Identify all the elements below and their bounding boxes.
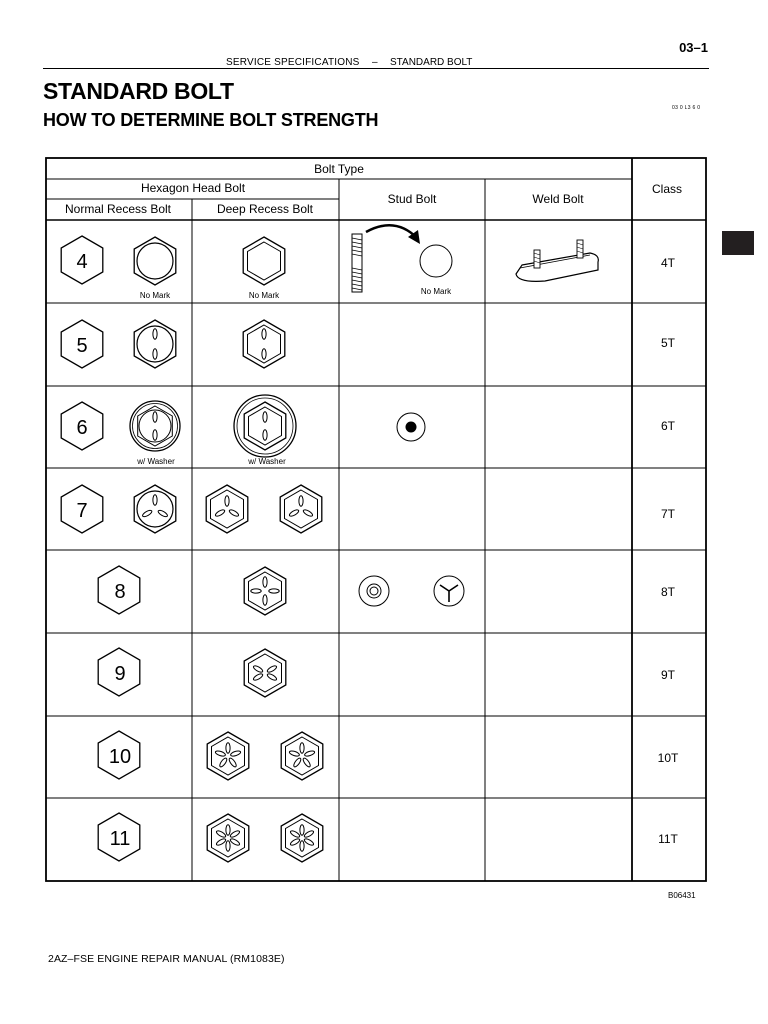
mark-line-icon [153, 412, 157, 422]
page-number: 03–1 [679, 40, 708, 55]
deep-six-mark-icon [281, 814, 323, 862]
row-5 [61, 320, 285, 368]
row-10 [98, 731, 323, 780]
bolt-type-header: Bolt Type [314, 162, 364, 176]
header-section: SERVICE SPECIFICATIONS [226, 57, 360, 68]
mark-line-icon [263, 430, 267, 440]
bolt-number-5: 5 [76, 335, 88, 357]
no-mark-caption-deep: No Mark [248, 291, 280, 300]
class-9t: 9T [660, 668, 676, 682]
figure-tiny-code: 03 0 L3 6 0 [672, 105, 701, 111]
class-header: Class [651, 182, 683, 196]
bolt-number-9: 9 [114, 663, 126, 685]
stud-bolt-icon [352, 234, 362, 292]
washer-caption: w/ Washer [137, 457, 175, 466]
page-subtitle: HOW TO DETERMINE BOLT STRENGTH [43, 110, 379, 130]
bolt-number-11: 11 [109, 828, 131, 850]
hexagon-head-header: Hexagon Head Bolt [140, 181, 246, 195]
deep-recess-bolt-icon [243, 237, 285, 285]
mark-line-icon [262, 329, 266, 339]
deep-five-mark-icon [244, 649, 286, 697]
no-mark-caption-stud: No Mark [420, 287, 452, 296]
row-11 [98, 813, 323, 862]
row-8 [98, 566, 464, 615]
row-4 [61, 225, 598, 300]
normal-recess-header: Normal Recess Bolt [64, 202, 172, 216]
table-grid [46, 158, 706, 881]
mark-line-icon [262, 349, 266, 359]
hex-head-plain-icon [134, 237, 176, 285]
no-mark-caption: No Mark [139, 291, 171, 300]
mark-line-icon [153, 349, 157, 359]
bolt-number-4: 4 [76, 251, 88, 273]
stud-bolt-header: Stud Bolt [387, 192, 437, 206]
deep-five-mark-icon [207, 732, 249, 780]
bolt-number-7: 7 [76, 500, 88, 522]
stud-ring-icon [359, 576, 389, 606]
hex-head-marked-icon [134, 320, 176, 368]
deep-three-mark-icon [280, 485, 322, 533]
three-mark-icon [142, 495, 169, 518]
weld-bolt-icon [516, 240, 598, 281]
deep-recess-header: Deep Recess Bolt [216, 202, 314, 216]
hex-head-marked-icon [134, 485, 176, 533]
stud-end-circle-icon [420, 245, 452, 277]
class-5t: 5T [660, 336, 676, 350]
class-8t: 8T [660, 585, 676, 599]
mark-line-icon [153, 430, 157, 440]
deep-six-mark-icon [207, 814, 249, 862]
row-6 [61, 395, 425, 466]
weld-bolt-header: Weld Bolt [532, 192, 584, 206]
class-6t: 6T [660, 419, 676, 433]
washer-caption-deep: w/ Washer [248, 457, 286, 466]
header-subsection: STANDARD BOLT [390, 57, 473, 68]
class-11t: 11T [658, 832, 678, 846]
class-10t: 10T [657, 751, 679, 765]
class-7t: 7T [660, 507, 676, 521]
bolt-number-8: 8 [114, 581, 126, 603]
header-dash: – [372, 57, 378, 68]
mark-line-icon [263, 412, 267, 422]
footer-text: 2AZ–FSE ENGINE REPAIR MANUAL (RM1083E) [48, 953, 285, 965]
washer-deep-bolt-icon [234, 395, 296, 457]
bolt-number-10: 10 [108, 746, 132, 768]
deep-four-mark-icon [244, 567, 286, 615]
recess-circle-icon [137, 243, 173, 279]
mark-line-icon [153, 329, 157, 339]
stud-y-mark-icon [434, 576, 464, 606]
deep-three-mark-icon [206, 485, 248, 533]
class-4t: 4T [660, 256, 676, 270]
deep-five-mark-icon [281, 732, 323, 780]
page-title: STANDARD BOLT [43, 78, 234, 104]
figure-code: B06431 [668, 891, 696, 900]
deep-recess-bolt-icon [243, 320, 285, 368]
bolt-number-6: 6 [76, 417, 88, 439]
